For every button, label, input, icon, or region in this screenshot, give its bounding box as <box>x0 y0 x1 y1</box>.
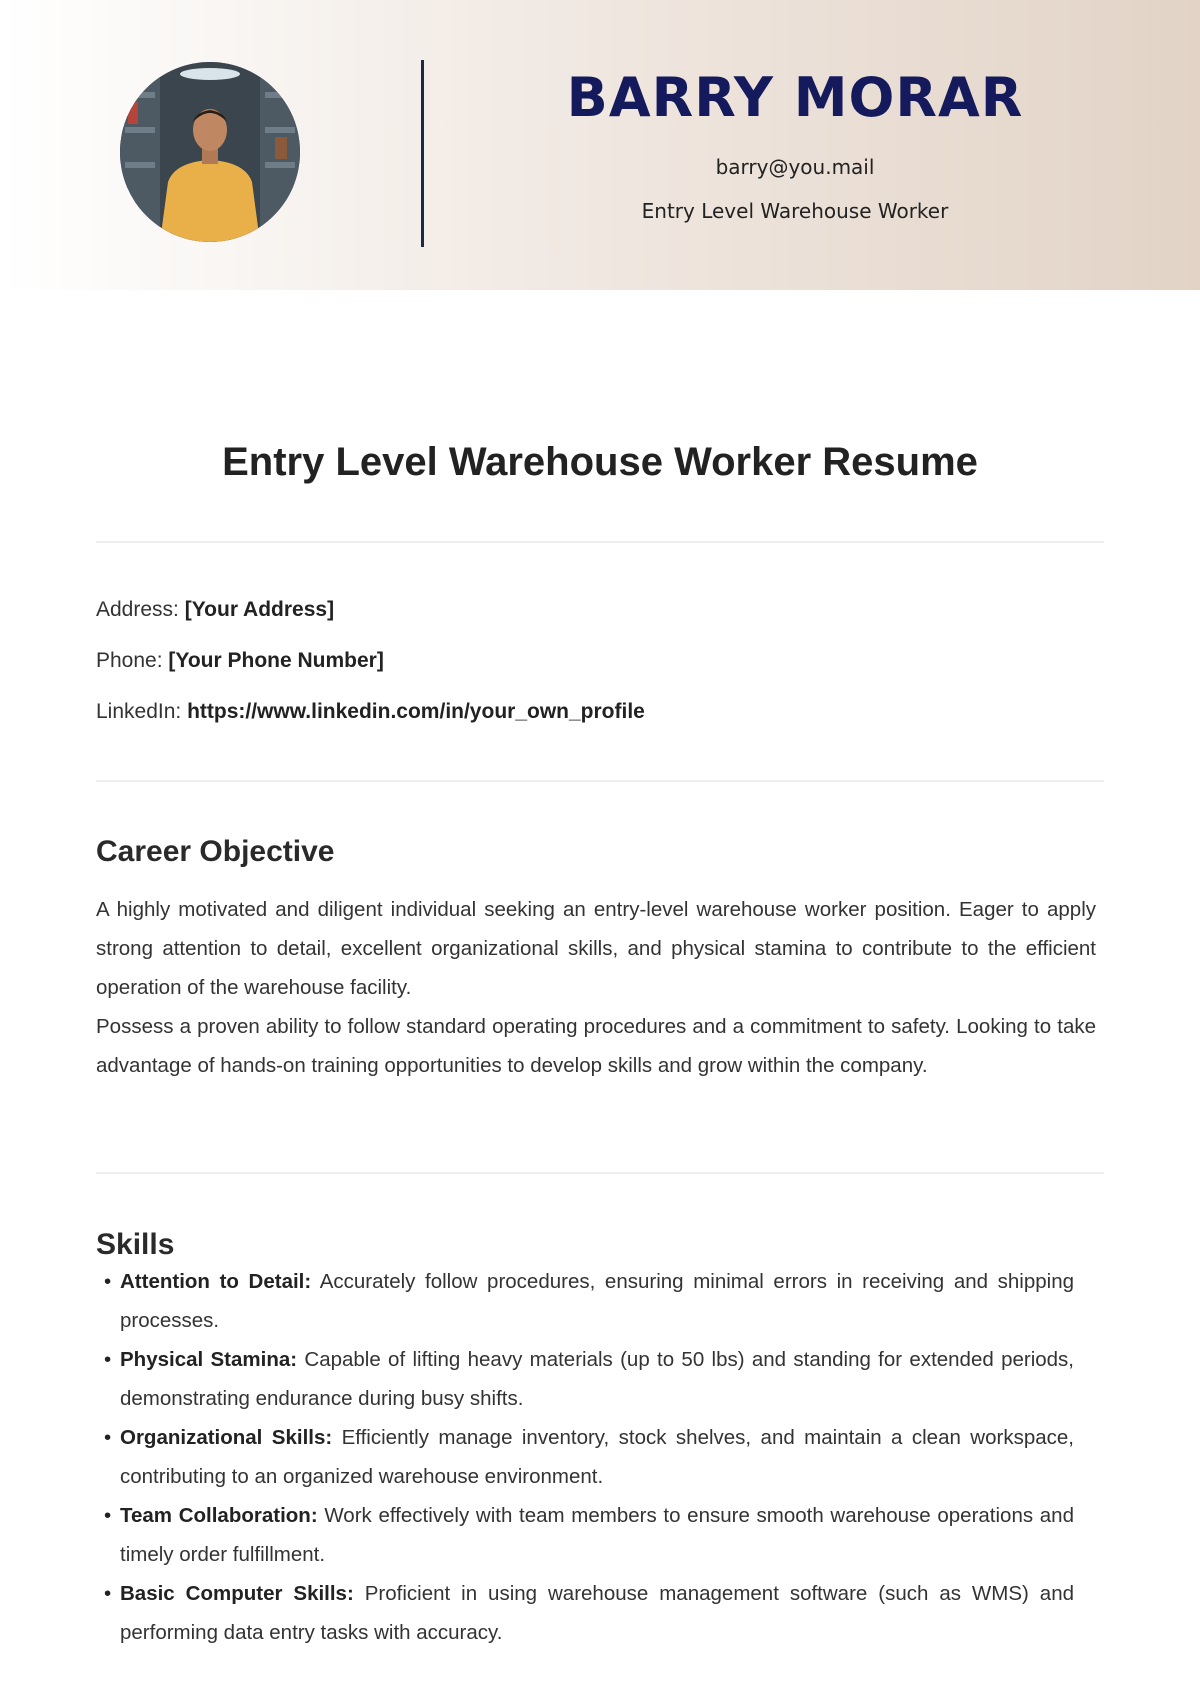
linkedin-label: LinkedIn: <box>96 700 182 723</box>
skill-text: Capable of lifting heavy materials (up to 50 lbs) and standing for extended periods, demonstrating endurance during busy shifts. <box>120 1348 1074 1410</box>
linkedin-line <box>96 700 645 724</box>
linkedin-link[interactable]: https://www.linkedin.com/in/your_own_profile <box>187 700 645 723</box>
skill-item <box>96 1262 1074 1340</box>
profile-photo <box>120 62 300 242</box>
skill-title: Team Collaboration: <box>120 1504 318 1527</box>
career-objective-paragraph-2: Possess a proven ability to follow standard operating procedures and a commitment to safety. Looking to take advantage of hands-on training opportunities to develop skills and grow within the company. <box>96 1015 1096 1077</box>
skill-title: Physical Stamina: <box>120 1348 298 1371</box>
skill-text: Work effectively with team members to ensure smooth warehouse operations and timely order fulfillment. <box>120 1504 1074 1566</box>
skill-text: Accurately follow procedures, ensuring minimal errors in receiving and shipping processes. <box>120 1270 1075 1332</box>
section-divider <box>96 541 1104 543</box>
address-line <box>96 598 334 622</box>
career-objective-paragraph-1: A highly motivated and diligent individual seeking an entry-level warehouse worker position. Eager to apply strong attention to detail, excellent organizational skills, and physical stamina to contribute to the efficient operation of the warehouse facility. <box>96 898 1096 999</box>
career-objective-heading: Career Objective <box>96 835 335 868</box>
skill-text: Proficient in using warehouse management software (such as WMS) and performing data entry tasks with accuracy. <box>120 1582 1074 1644</box>
skill-item <box>96 1418 1074 1496</box>
skill-item <box>96 1496 1074 1574</box>
skill-title: Attention to Detail: <box>120 1270 312 1293</box>
candidate-role: Entry Level Warehouse Worker <box>641 199 949 223</box>
section-divider <box>96 780 1104 782</box>
section-divider <box>96 1172 1104 1174</box>
person-in-warehouse-image <box>120 62 300 242</box>
phone-value: [Your Phone Number] <box>168 649 384 672</box>
address-label: Address: <box>96 598 179 621</box>
resume-header <box>0 0 1200 290</box>
skills-heading: Skills <box>96 1228 175 1261</box>
phone-label: Phone: <box>96 649 163 672</box>
skill-item <box>96 1574 1074 1652</box>
candidate-email[interactable]: barry@you.mail <box>715 155 875 179</box>
address-value: [Your Address] <box>184 598 335 621</box>
skill-text: Efficiently manage inventory, stock shelves, and maintain a clean workspace, contributing to an organized warehouse environment. <box>120 1426 1074 1488</box>
header-divider <box>421 60 424 247</box>
document-title: Entry Level Warehouse Worker Resume <box>222 440 978 484</box>
skill-title: Organizational Skills: <box>120 1426 333 1449</box>
phone-line <box>96 649 384 673</box>
skill-item <box>96 1340 1074 1418</box>
candidate-name: BARRY MORAR <box>566 66 1024 129</box>
skill-title: Basic Computer Skills: <box>120 1582 354 1605</box>
skills-list <box>96 1262 1074 1652</box>
